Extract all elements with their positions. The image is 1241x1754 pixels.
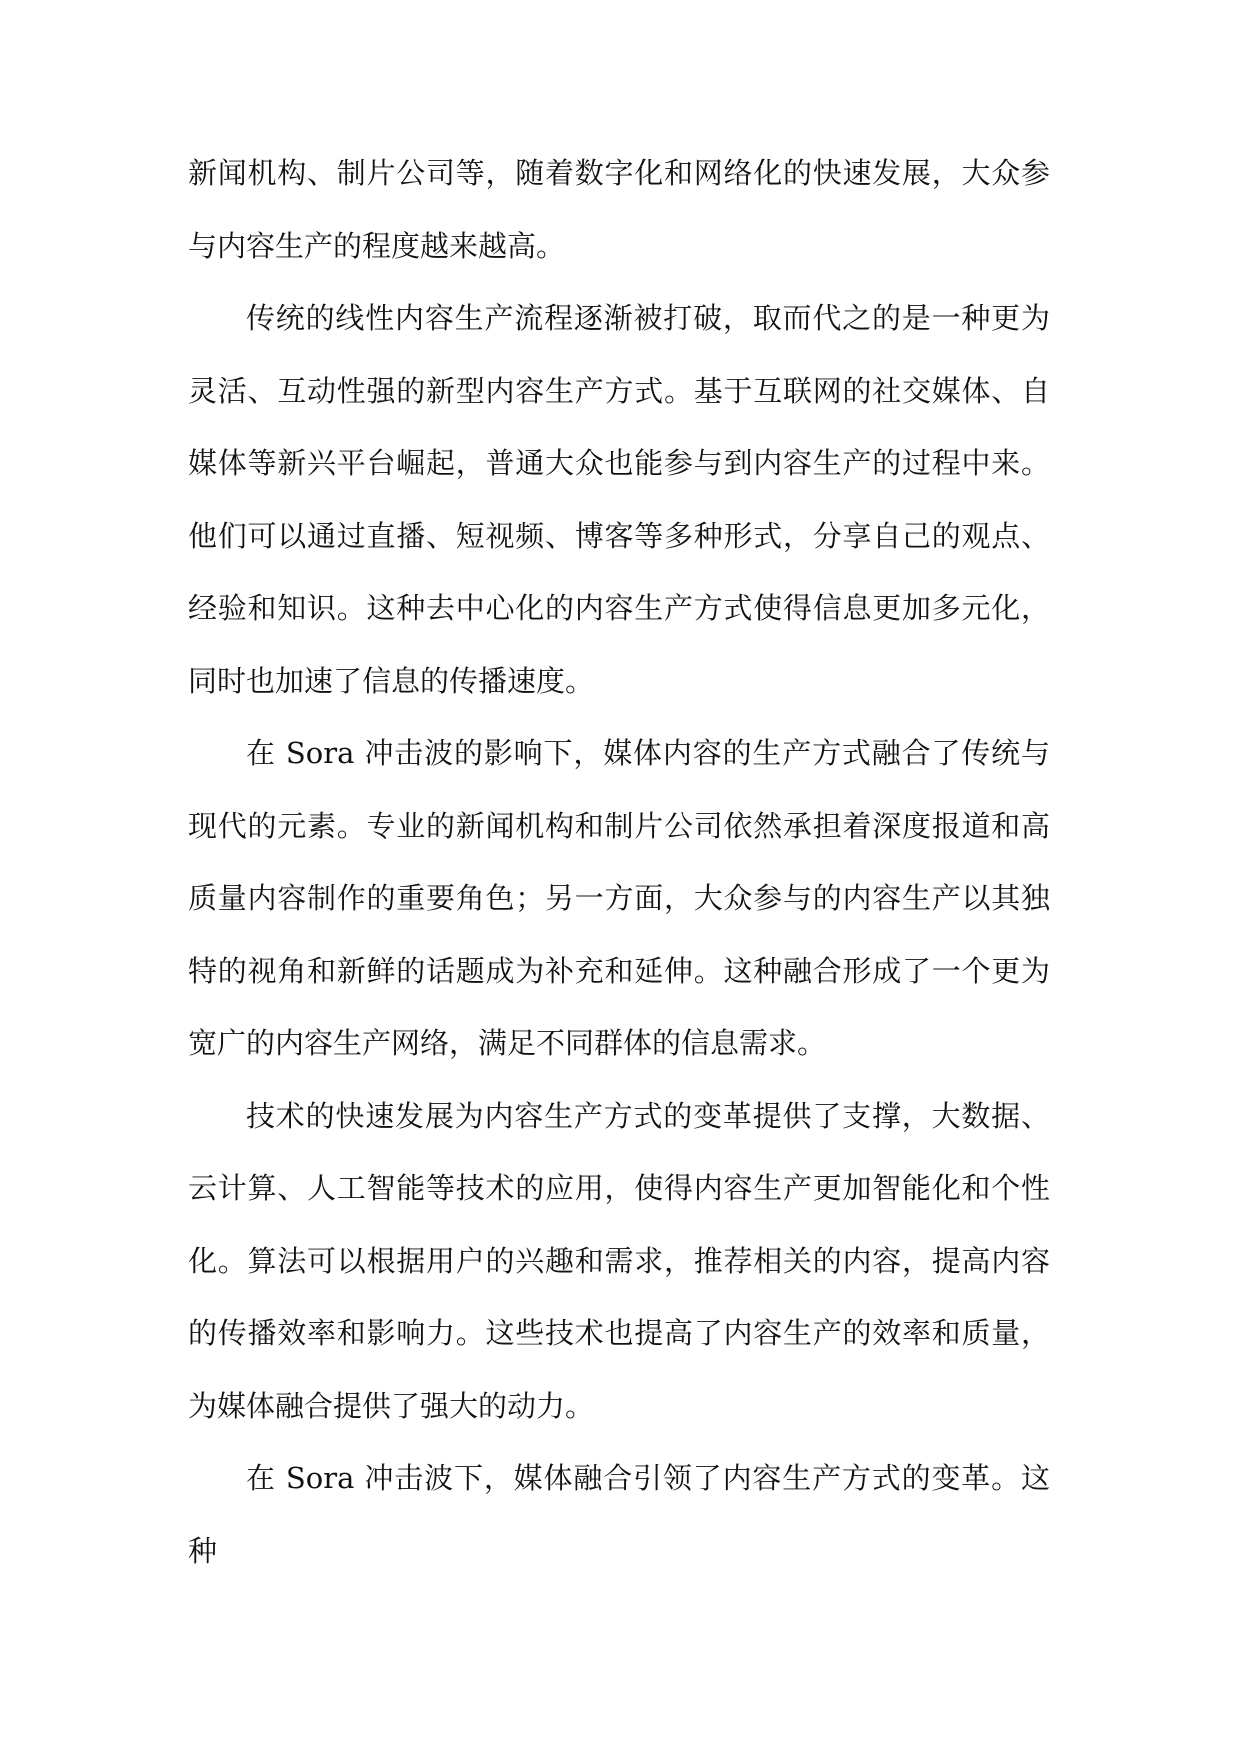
paragraph-continuation: 新闻机构、制片公司等，随着数字化和网络化的快速发展，大众参与内容生产的程度越来越高。 [188,156,1050,263]
paragraph-traditional-modern-fusion: 在 Sora 冲击波的影响下，媒体内容的生产方式融合了传统与现代的元素。专业的新闻机构和制片公司依然承担着深度报道和高质量内容制作的重要角色；另一方面，大众参与的内容生产以其独特的视角和新鲜的话题成为补充和延伸。这种融合形成了一个更为宽广的内容生产网络，满足不同群体的信息需求。 [188,736,1050,1060]
paragraph-technology-drivers: 技术的快速发展为内容生产方式的变革提供了支撑，大数据、云计算、人工智能等技术的应用，使得内容生产更加智能化和个性化。算法可以根据用户的兴趣和需求，推荐相关的内容，提高内容的传播效率和影响力。这些技术也提高了内容生产的效率和质量，为媒体融合提供了强大的动力。 [188,1098,1050,1423]
body-text [188,137,1050,1587]
paragraph-content-production-shift: 传统的线性内容生产流程逐渐被打破，取而代之的是一种更为灵活、互动性强的新型内容生产方式。基于互联网的社交媒体、自媒体等新兴平台崛起，普通大众也能参与到内容生产的过程中来。他们可以通过直播、短视频、博客等多种形式，分享自己的观点、经验和知识。这种去中心化的内容生产方式使得信息更加多元化，同时也加速了信息的传播速度。 [188,301,1050,698]
paragraph-media-convergence: 在 Sora 冲击波下，媒体融合引领了内容生产方式的变革。这种 [188,1461,1050,1568]
